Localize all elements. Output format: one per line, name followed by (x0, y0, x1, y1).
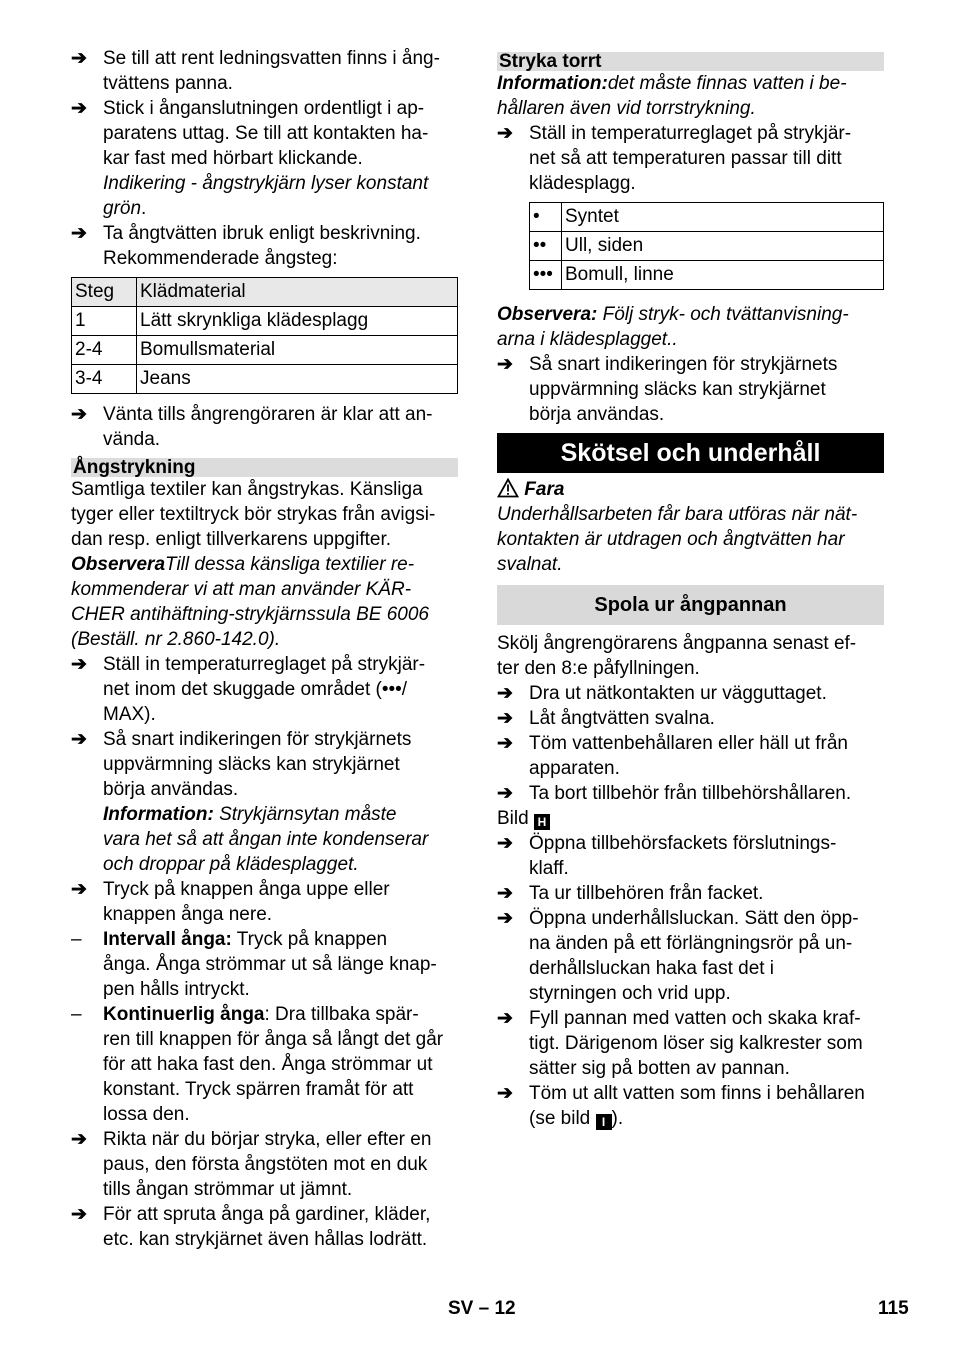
danger-heading: Fara (497, 477, 884, 502)
arrow-right-icon: ➔ (497, 833, 513, 854)
arrow-right-icon: ➔ (497, 883, 513, 904)
instruction-step: ➔ Låt ångtvätten svalna. (497, 708, 715, 729)
instruction-step: ➔ Vänta tills ångrengöraren är klar att an- vända. (71, 404, 433, 450)
instruction-step: ➔ Ta ur tillbehören från facket. (497, 883, 764, 904)
table-row: 1 Lätt skrynkliga klädesplagg (72, 307, 458, 336)
left-column: ➔ Se till att rent ledningsvatten finns i ång- tvättens panna. ➔ Stick i ånganslutningen ordentligt i ap- paratens uttag. Se till att kontakten ha- kar fast med hörbart klickande. Indikering - ångstrykjärn lyser konstant grön. ➔ Ta ångtvätten ibruk enligt beskrivning. Rekommenderade ångsteg: Steg Klädmaterial 1 Lätt skrynkliga klädesplagg 2-4 Bomullsmaterial 3-4 Jeans ➔ Vänta tills ångrengöraren är klar att an- vända. Ångstrykning Samtliga textiler kan ångstrykas. Känsliga tyger eller textiltryck bör strykas från avigsi- dan resp. enligt tillverkarens uppgifter. ObserveraTill dessa känsliga textilier re- kommenderar vi att man använder KÄR- CHER antihäftning-strykjärnssula BE 6006 (Beställ. nr 2.860-142.0). ➔ Ställ in temperaturreglaget på strykjär- net inom det skuggade området (•••/ MAX). ➔ Så snart indikeringen för strykjärnets uppvärmning släcks kan strykjärnet börja användas. Information: Strykjärnsytan måste vara het så att ångan inte kondenserar och droppar på klädesplagget. ➔ Tryck på knappen ånga uppe eller knappen ånga nere. – Intervall ånga: Tryck på knappen ånga. Ånga strömmar ut så länge knap- pen hålls intryckt. – Kontinuerlig ånga: Dra tillbaka spär- ren till knappen för ånga så långt det går för att haka fast den. Ånga strömmar ut konstant. Tryck spärren framåt för att lossa den. ➔ Rikta när du börjar stryka, eller efter en paus, den första ångstöten mot en duk tills ångan strömmar ut jämnt. ➔ För att spruta ånga på gardiner, kläder, etc. kan strykjärnet även hållas lodrätt. (71, 46, 458, 1252)
section-subheading: Stryka torrt (497, 52, 884, 71)
instruction-step: ➔ Så snart indikeringen för strykjärnets uppvärmning släcks kan strykjärnet börja användas. (497, 354, 838, 425)
arrow-right-icon: ➔ (497, 683, 513, 704)
arrow-right-icon: ➔ (71, 1204, 87, 1225)
arrow-right-icon: ➔ (497, 354, 513, 375)
arrow-right-icon: ➔ (71, 879, 87, 900)
instruction-step: ➔ För att spruta ånga på gardiner, kläder, etc. kan strykjärnet även hållas lodrätt. (71, 1204, 431, 1250)
instruction-step: ➔ Ställ in temperaturreglaget på strykjär- net så att temperaturen passar till ditt klädesplagg. (497, 123, 852, 194)
instruction-step: ➔ Fyll pannan med vatten och skaka kraf- tigt. Därigenom löser sig kalkrester som sätter sig på botten av pannan. (497, 1008, 863, 1079)
footer-section-label: SV – 12 (448, 1298, 516, 1319)
table-row: 3-4 Jeans (72, 365, 458, 394)
instruction-step: ➔ Stick i ånganslutningen ordentligt i ap- paratens uttag. Se till att kontakten ha- kar fast med hörbart klickande. Indikering - ångstrykjärn lyser konstant grön. (71, 98, 429, 219)
arrow-right-icon: ➔ (497, 733, 513, 754)
temperature-table (529, 202, 884, 290)
note: ObserveraTill dessa känsliga textilier re- (71, 554, 415, 575)
info-note: Information:det måste finnas vatten i be- (497, 73, 847, 94)
arrow-right-icon: ➔ (497, 123, 513, 144)
arrow-right-icon: ➔ (71, 98, 87, 119)
section-subheading: Ångstrykning (71, 458, 458, 477)
list-item: – Intervall ånga: Tryck på knappen ånga. Ånga strömmar ut så länge knap- pen hålls intryckt. (71, 929, 437, 1000)
instruction-step: ➔ Öppna underhållsluckan. Sätt den öpp- na änden på ett förlängningsrör på un- derhållsluckan haka fast det i styrningen och vrid upp. (497, 908, 859, 1004)
arrow-right-icon: ➔ (497, 783, 513, 804)
table-row: •• Ull, siden (530, 232, 884, 261)
arrow-right-icon: ➔ (497, 908, 513, 929)
right-column: Stryka torrt Information:det måste finnas vatten i be- hållaren även vid torrstrykning. ➔ Ställ in temperaturreglaget på strykjär- net så att temperaturen passar till ditt klädesplagg. • Syntet •• Ull, siden ••• Bomull, linne Observera: Följ stryk- och tvättanvisning- arna i klädesplagget.. ➔ Så snart indikeringen för strykjärnets uppvärmning släcks kan strykjärnet börja användas. Skötsel och underhåll Fara Underhållsarbeten får bara utföras när nät- kontakten är utdragen och ångtvätten har svalnat. Spola ur ångpannan Skölj ångrengörarens ångpanna senast ef- ter den 8:e påfyllningen. ➔ Dra ut nätkontakten ur vägguttaget. ➔ Låt ångtvätten svalna. ➔ Töm vattenbehållaren eller häll ut från apparaten. ➔ Ta bort tillbehör från tillbehörshållaren. Bild H ➔ Öppna tillbehörsfackets förslutnings- klaff. ➔ Ta ur tillbehören från facket. ➔ Öppna underhållsluckan. Sätt den öpp- na änden på ett förlängningsrör på un- derhållsluckan haka fast det i styrningen och vrid upp. ➔ Fyll pannan med vatten och skaka kraf- tigt. Därigenom löser sig kalkrester som sätter sig på botten av pannan. ➔ Töm ut allt vatten som finns i behållaren (se bild I ). (497, 52, 884, 1131)
instruction-step: ➔ Se till att rent ledningsvatten finns i ång- tvättens panna. (71, 48, 440, 94)
arrow-right-icon: ➔ (497, 1083, 513, 1104)
instruction-step: ➔ Ta ångtvätten ibruk enligt beskrivning. Rekommenderade ångsteg: (71, 223, 421, 269)
warning-triangle-icon (497, 478, 519, 498)
dash-bullet: – (71, 929, 82, 950)
arrow-right-icon: ➔ (71, 729, 87, 750)
figure-h-icon: H (534, 814, 550, 830)
instruction-step: ➔ Ta bort tillbehör från tillbehörshållaren. (497, 783, 852, 804)
table-header-row: Steg Klädmaterial (72, 278, 458, 307)
arrow-right-icon: ➔ (71, 48, 87, 69)
note: Observera: Följ stryk- och tvättanvisning- (497, 304, 849, 325)
figure-i-icon: I (596, 1114, 612, 1130)
table-row: 2-4 Bomullsmaterial (72, 336, 458, 365)
section-subtitle: Spola ur ångpannan (497, 585, 884, 625)
page-number: 115 (878, 1298, 909, 1319)
instruction-step: ➔ Öppna tillbehörsfackets förslutnings- klaff. (497, 833, 837, 879)
dash-bullet: – (71, 1004, 82, 1025)
section-title: Skötsel och underhåll (497, 433, 884, 473)
arrow-right-icon: ➔ (71, 223, 87, 244)
steam-level-table (71, 277, 458, 394)
instruction-step: ➔ Tryck på knappen ånga uppe eller knappen ånga nere. (71, 879, 390, 925)
list-item: – Kontinuerlig ånga: Dra tillbaka spär- ren till knappen för ånga så långt det går för att haka fast den. Ånga strömmar ut konstant. Tryck spärren framåt för att lossa den. (71, 1004, 444, 1125)
table-row: • Syntet (530, 203, 884, 232)
arrow-right-icon: ➔ (71, 404, 87, 425)
instruction-step: ➔ Ställ in temperaturreglaget på strykjär- net inom det skuggade området (•••/ MAX). (71, 654, 426, 725)
instruction-step: ➔ Rikta när du börjar stryka, eller efter en paus, den första ångstöten mot en duk tills ångan strömmar ut jämnt. (71, 1129, 432, 1200)
arrow-right-icon: ➔ (71, 1129, 87, 1150)
instruction-step: ➔ Töm ut allt vatten som finns i behållaren (se bild I ). (497, 1083, 865, 1129)
instruction-step: ➔ Så snart indikeringen för strykjärnets uppvärmning släcks kan strykjärnet börja användas. Information: Strykjärnsytan måste vara het så att ångan inte kondenserar och droppar på klädesplagget. (71, 729, 429, 875)
figure-reference: Bild H (497, 806, 884, 831)
arrow-right-icon: ➔ (497, 1008, 513, 1029)
table-row: ••• Bomull, linne (530, 261, 884, 290)
instruction-step: ➔ Dra ut nätkontakten ur vägguttaget. (497, 683, 827, 704)
arrow-right-icon: ➔ (497, 708, 513, 729)
instruction-step: ➔ Töm vattenbehållaren eller häll ut från apparaten. (497, 733, 848, 779)
arrow-right-icon: ➔ (71, 654, 87, 675)
